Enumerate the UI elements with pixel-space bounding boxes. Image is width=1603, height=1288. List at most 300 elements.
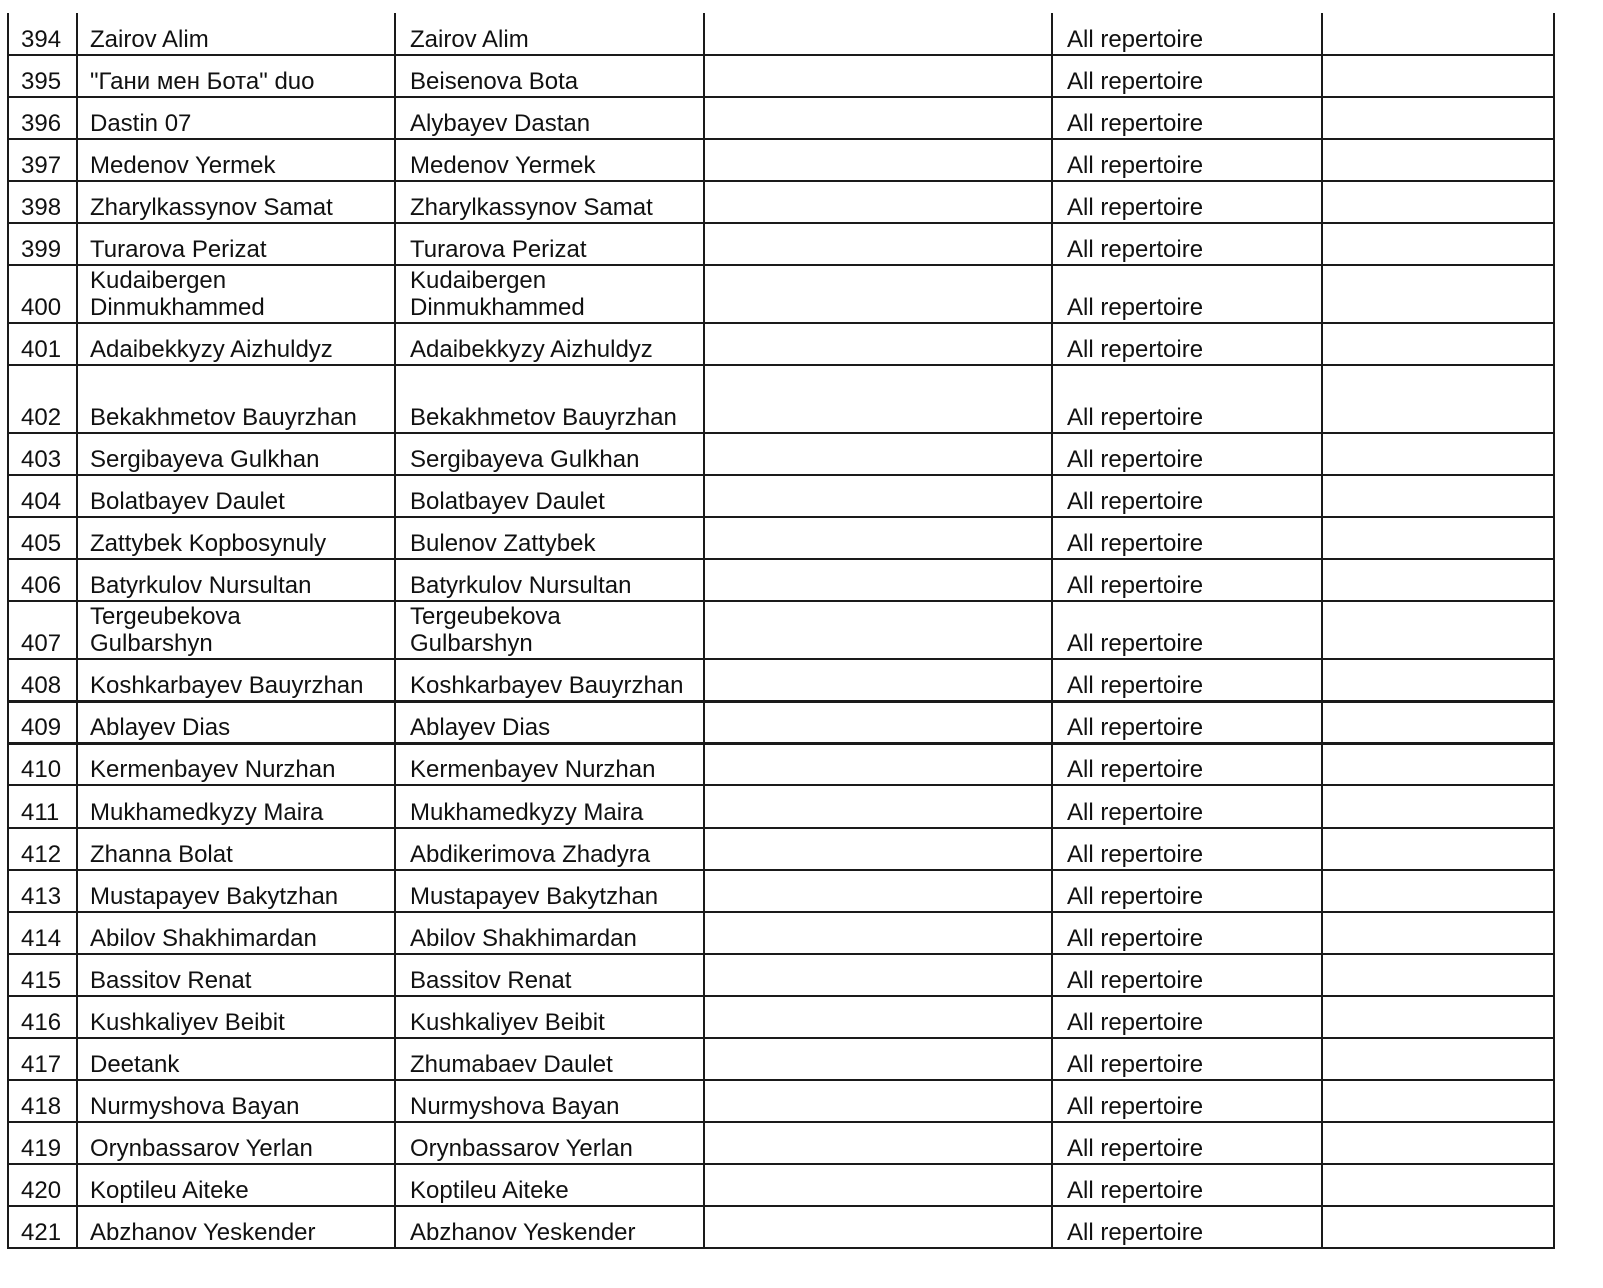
extra-cell-text (1335, 741, 1553, 742)
row-number (8, 785, 77, 828)
repertoire-scope-text: All repertoire (1067, 194, 1204, 221)
notes-cell (704, 785, 1052, 828)
artist-name (77, 323, 395, 365)
row-number-text: 418 (21, 1093, 62, 1120)
extra-cell (1322, 912, 1554, 954)
rights-holder-text: Alybayev Dastan (410, 110, 591, 137)
rights-holder (395, 785, 704, 828)
artist-name-text: Abilov Shakhimardan (90, 925, 317, 952)
table-row (8, 601, 1554, 659)
extra-cell (1322, 55, 1554, 97)
repertoire-scope (1052, 323, 1322, 365)
extra-cell-text (1335, 783, 1553, 784)
table-row (8, 870, 1554, 912)
artist-name (77, 701, 395, 743)
artist-name (77, 870, 395, 912)
row-number (8, 139, 77, 181)
table-row (8, 743, 1554, 785)
repertoire-scope (1052, 265, 1322, 323)
repertoire-scope-text: All repertoire (1067, 1135, 1204, 1162)
repertoire-scope (1052, 659, 1322, 701)
repertoire-scope (1052, 559, 1322, 601)
artist-name-text: Batyrkulov Nursultan (90, 572, 312, 599)
row-number-text: 404 (21, 488, 62, 515)
row-number-text: 411 (21, 799, 60, 826)
row-number-text: 402 (21, 404, 62, 431)
artist-name-text: Koptileu Aiteke (90, 1177, 249, 1204)
notes-cell-text (717, 1120, 1051, 1121)
artist-name-text: Orynbassarov Yerlan (90, 1135, 313, 1162)
extra-cell (1322, 265, 1554, 323)
extra-cell-text (1335, 263, 1553, 264)
row-number (8, 55, 77, 97)
row-number (8, 1164, 77, 1206)
row-number (8, 97, 77, 139)
extra-cell (1322, 13, 1554, 55)
extra-cell (1322, 223, 1554, 265)
rights-holder (395, 181, 704, 223)
rights-holder-text: Zairov Alim (410, 26, 529, 53)
notes-cell-text (717, 137, 1051, 138)
artist-name (77, 475, 395, 517)
notes-cell-text (717, 868, 1051, 869)
notes-cell-text (717, 473, 1051, 474)
repertoire-scope (1052, 996, 1322, 1038)
notes-cell-text (717, 783, 1051, 784)
extra-cell-text (1335, 363, 1553, 364)
row-number (8, 996, 77, 1038)
extra-cell (1322, 1206, 1554, 1248)
row-number-text: 410 (21, 756, 62, 783)
artist-name (77, 433, 395, 475)
extra-cell (1322, 1164, 1554, 1206)
rights-holder (395, 559, 704, 601)
extra-cell-text (1335, 53, 1553, 54)
extra-cell-text (1335, 868, 1553, 869)
repertoire-scope-text: All repertoire (1067, 1177, 1204, 1204)
extra-cell (1322, 954, 1554, 996)
notes-cell (704, 517, 1052, 559)
row-number (8, 323, 77, 365)
repertoire-scope (1052, 1206, 1322, 1248)
extra-cell-text (1335, 321, 1553, 322)
rights-holder (395, 223, 704, 265)
repertoire-scope-text: All repertoire (1067, 572, 1204, 599)
rights-holder (395, 475, 704, 517)
notes-cell (704, 743, 1052, 785)
row-number (8, 13, 77, 55)
artist-name (77, 559, 395, 601)
artist-name-text: Turarova Perizat (90, 236, 267, 263)
table-row (8, 181, 1554, 223)
rights-holder (395, 601, 704, 659)
rights-holder (395, 1164, 704, 1206)
extra-cell (1322, 743, 1554, 785)
notes-cell (704, 223, 1052, 265)
rights-holder (395, 139, 704, 181)
table-row (8, 954, 1554, 996)
notes-cell (704, 97, 1052, 139)
rights-holder-text: Batyrkulov Nursultan (410, 572, 632, 599)
repertoire-scope (1052, 223, 1322, 265)
table-row (8, 1080, 1554, 1122)
table-row (8, 996, 1554, 1038)
extra-cell-text (1335, 473, 1553, 474)
table-row (8, 828, 1554, 870)
rights-holder (395, 97, 704, 139)
repertoire-scope (1052, 97, 1322, 139)
repertoire-scope-text: All repertoire (1067, 967, 1204, 994)
row-number-text: 397 (21, 152, 62, 179)
notes-cell-text (717, 515, 1051, 516)
row-number (8, 828, 77, 870)
rights-holder (395, 55, 704, 97)
artist-name-text: Koshkarbayev Bauyrzhan (90, 671, 364, 699)
notes-cell-text (717, 321, 1051, 322)
row-number-text: 420 (21, 1177, 62, 1204)
row-number (8, 659, 77, 701)
artist-name (77, 601, 395, 659)
artist-name (77, 659, 395, 701)
row-number-text: 407 (21, 630, 62, 657)
extra-cell (1322, 475, 1554, 517)
artist-name-text: Deetank (90, 1051, 180, 1078)
artist-name (77, 517, 395, 559)
artist-name-text: Bassitov Renat (90, 967, 252, 994)
artist-name-text: Adaibekkyzy Aizhuldyz (90, 336, 333, 363)
extra-cell-text (1335, 952, 1553, 953)
row-number-text: 408 (21, 671, 62, 699)
repertoire-scope-text: All repertoire (1067, 925, 1204, 952)
repertoire-scope-text: All repertoire (1067, 152, 1204, 179)
extra-cell-text (1335, 1162, 1553, 1163)
rights-holder-text: Orynbassarov Yerlan (410, 1135, 633, 1162)
table-row (8, 433, 1554, 475)
extra-cell (1322, 433, 1554, 475)
row-number (8, 475, 77, 517)
artist-name (77, 743, 395, 785)
rights-holder-text: Abzhanov Yeskender (410, 1219, 636, 1246)
rights-holder-text: Zharylkassynov Samat (410, 194, 653, 221)
row-number (8, 433, 77, 475)
extra-cell-text (1335, 95, 1553, 96)
notes-cell (704, 659, 1052, 701)
row-number-text: 399 (21, 236, 62, 263)
extra-cell (1322, 870, 1554, 912)
notes-cell (704, 1080, 1052, 1122)
rights-holder-text: Sergibayeva Gulkhan (410, 446, 640, 473)
repertoire-scope-text: All repertoire (1067, 488, 1204, 515)
notes-cell (704, 996, 1052, 1038)
table-row (8, 13, 1554, 55)
rights-holder-text: Kudaibergen Dinmukhammed (410, 267, 585, 321)
row-number-text: 414 (21, 925, 62, 952)
row-number (8, 743, 77, 785)
row-number-text: 398 (21, 194, 62, 221)
notes-cell-text (717, 1162, 1051, 1163)
artist-name (77, 265, 395, 323)
notes-cell (704, 601, 1052, 659)
notes-cell-text (717, 952, 1051, 953)
repertoire-scope-text: All repertoire (1067, 883, 1204, 910)
notes-cell (704, 181, 1052, 223)
repertoire-scope-text: All repertoire (1067, 336, 1204, 363)
extra-cell-text (1335, 1036, 1553, 1037)
notes-cell (704, 323, 1052, 365)
row-number (8, 1122, 77, 1164)
table-row (8, 139, 1554, 181)
row-number-text: 394 (21, 26, 62, 53)
repertoire-scope (1052, 1038, 1322, 1080)
notes-cell (704, 475, 1052, 517)
artist-name-text: Nurmyshova Bayan (90, 1093, 300, 1120)
extra-cell (1322, 365, 1554, 433)
row-number-text: 401 (21, 336, 62, 363)
row-number (8, 601, 77, 659)
row-number-text: 417 (21, 1051, 62, 1078)
rights-holder (395, 828, 704, 870)
repertoire-scope (1052, 701, 1322, 743)
extra-cell (1322, 785, 1554, 828)
table-row (8, 55, 1554, 97)
row-number (8, 223, 77, 265)
notes-cell (704, 954, 1052, 996)
extra-cell (1322, 1038, 1554, 1080)
artist-name-text: Tergeubekova Gulbarshyn (90, 603, 241, 657)
row-number (8, 1206, 77, 1248)
repertoire-scope-text: All repertoire (1067, 671, 1204, 699)
notes-cell-text (717, 599, 1051, 600)
extra-cell (1322, 97, 1554, 139)
repertoire-scope-text: All repertoire (1067, 446, 1204, 473)
table-row (8, 701, 1554, 743)
rights-holder-text: Bassitov Renat (410, 967, 572, 994)
repertoire-scope (1052, 912, 1322, 954)
artist-name-text: Kermenbayev Nurzhan (90, 756, 336, 783)
repertoire-scope (1052, 475, 1322, 517)
repertoire-scope-text: All repertoire (1067, 799, 1204, 826)
repertoire-scope-text: All repertoire (1067, 756, 1204, 783)
notes-cell (704, 365, 1052, 433)
artist-name (77, 1080, 395, 1122)
rights-holder-text: Adaibekkyzy Aizhuldyz (410, 336, 653, 363)
artist-name-text: Zattybek Kopbosynuly (90, 530, 327, 557)
rights-holder (395, 365, 704, 433)
table-row (8, 1122, 1554, 1164)
extra-cell (1322, 828, 1554, 870)
row-number (8, 365, 77, 433)
table-row (8, 1038, 1554, 1080)
notes-cell-text (717, 95, 1051, 96)
notes-cell (704, 828, 1052, 870)
artist-name-text: Zharylkassynov Samat (90, 194, 333, 221)
repertoire-scope (1052, 601, 1322, 659)
extra-cell-text (1335, 1204, 1553, 1205)
notes-cell (704, 1122, 1052, 1164)
rights-holder (395, 1206, 704, 1248)
notes-cell-text (717, 741, 1051, 742)
extra-cell-text (1335, 910, 1553, 911)
notes-cell-text (717, 1036, 1051, 1037)
table-row (8, 1164, 1554, 1206)
artist-name (77, 1164, 395, 1206)
artist-name-text: Kudaibergen Dinmukhammed (90, 267, 265, 321)
rights-holder-text: Mukhamedkyzy Maira (410, 799, 644, 826)
row-number (8, 265, 77, 323)
rights-holder-text: Bulenov Zattybek (410, 530, 596, 557)
artist-name-text: Abzhanov Yeskender (90, 1219, 316, 1246)
row-number-text: 406 (21, 572, 62, 599)
row-number-text: 413 (21, 883, 62, 910)
row-number (8, 181, 77, 223)
repertoire-scope-text: All repertoire (1067, 530, 1204, 557)
notes-cell (704, 912, 1052, 954)
artist-name (77, 97, 395, 139)
extra-cell-text (1335, 431, 1553, 432)
repertoire-scope (1052, 13, 1322, 55)
artist-name-text: "Гани мен Бота" duo (90, 68, 315, 95)
extra-cell-text (1335, 1246, 1553, 1247)
artist-name-text: Bekakhmetov Bauyrzhan (90, 404, 357, 431)
repertoire-scope (1052, 365, 1322, 433)
notes-cell-text (717, 910, 1051, 911)
notes-cell-text (717, 53, 1051, 54)
rights-holder-text: Tergeubekova Gulbarshyn (410, 603, 561, 657)
repertoire-scope-text: All repertoire (1067, 68, 1204, 95)
repertoire-scope (1052, 433, 1322, 475)
notes-cell-text (717, 179, 1051, 180)
artist-name (77, 912, 395, 954)
artist-name-text: Bolatbayev Daulet (90, 488, 285, 515)
rights-holder (395, 1080, 704, 1122)
row-number (8, 517, 77, 559)
table-row (8, 659, 1554, 701)
repertoire-scope-text: All repertoire (1067, 1093, 1204, 1120)
rights-holder (395, 1038, 704, 1080)
table-body (8, 13, 1554, 1248)
extra-cell (1322, 659, 1554, 701)
repertoire-scope (1052, 1080, 1322, 1122)
notes-cell-text (717, 1078, 1051, 1079)
artist-name-text: Mustapayev Bakytzhan (90, 883, 339, 910)
rights-holder-text: Beisenova Bota (410, 68, 579, 95)
repertoire-scope (1052, 828, 1322, 870)
repertoire-scope (1052, 181, 1322, 223)
row-number-text: 409 (21, 713, 62, 741)
repertoire-scope (1052, 785, 1322, 828)
repertoire-scope (1052, 954, 1322, 996)
notes-cell (704, 139, 1052, 181)
repertoire-scope (1052, 1164, 1322, 1206)
rights-holder-text: Ablayev Dias (410, 713, 551, 741)
notes-cell-text (717, 1204, 1051, 1205)
notes-cell (704, 1038, 1052, 1080)
artist-name (77, 1038, 395, 1080)
artist-name (77, 996, 395, 1038)
extra-cell (1322, 517, 1554, 559)
rights-holder (395, 265, 704, 323)
notes-cell-text (717, 221, 1051, 222)
rights-holder (395, 433, 704, 475)
rights-holder (395, 912, 704, 954)
table-row (8, 559, 1554, 601)
rights-holder-text: Abdikerimova Zhadyra (410, 841, 651, 868)
artist-name (77, 365, 395, 433)
row-number-text: 419 (21, 1135, 62, 1162)
row-number (8, 1038, 77, 1080)
extra-cell-text (1335, 1078, 1553, 1079)
table-row (8, 1206, 1554, 1248)
notes-cell-text (717, 699, 1051, 700)
rights-holder-text: Koshkarbayev Bauyrzhan (410, 671, 684, 699)
notes-cell (704, 559, 1052, 601)
row-number (8, 701, 77, 743)
rights-holder (395, 13, 704, 55)
rights-holder (395, 1122, 704, 1164)
notes-cell (704, 265, 1052, 323)
repertoire-scope-text: All repertoire (1067, 404, 1204, 431)
notes-cell-text (717, 1246, 1051, 1247)
repertoire-scope-text: All repertoire (1067, 26, 1204, 53)
extra-cell-text (1335, 994, 1553, 995)
rights-holder (395, 323, 704, 365)
rights-holder-text: Zhumabaev Daulet (410, 1051, 613, 1078)
artist-name-text: Medenov Yermek (90, 152, 276, 179)
row-number-text: 405 (21, 530, 62, 557)
notes-cell-text (717, 263, 1051, 264)
notes-cell (704, 870, 1052, 912)
table-row (8, 475, 1554, 517)
extra-cell (1322, 139, 1554, 181)
artist-name-text: Ablayev Dias (90, 713, 231, 741)
rights-holder (395, 870, 704, 912)
rights-holder-text: Bekakhmetov Bauyrzhan (410, 404, 677, 431)
repertoire-scope-text: All repertoire (1067, 713, 1204, 741)
extra-cell-text (1335, 557, 1553, 558)
extra-cell (1322, 181, 1554, 223)
rights-holder (395, 701, 704, 743)
rights-holder (395, 659, 704, 701)
extra-cell (1322, 701, 1554, 743)
artist-name (77, 828, 395, 870)
repertoire-scope-text: All repertoire (1067, 1219, 1204, 1246)
repertoire-scope-text: All repertoire (1067, 841, 1204, 868)
repertoire-scope (1052, 55, 1322, 97)
table-row (8, 785, 1554, 828)
extra-cell-text (1335, 826, 1553, 827)
table-row (8, 517, 1554, 559)
rights-holder-text: Medenov Yermek (410, 152, 596, 179)
row-number-text: 403 (21, 446, 62, 473)
artist-name-text: Mukhamedkyzy Maira (90, 799, 324, 826)
notes-cell (704, 433, 1052, 475)
row-number (8, 870, 77, 912)
notes-cell-text (717, 431, 1051, 432)
extra-cell (1322, 601, 1554, 659)
repertoire-scope-text: All repertoire (1067, 294, 1204, 321)
artist-name (77, 181, 395, 223)
repertoire-scope (1052, 517, 1322, 559)
artist-name-text: Kushkaliyev Beibit (90, 1009, 285, 1036)
notes-cell-text (717, 657, 1051, 658)
repertoire-scope-text: All repertoire (1067, 236, 1204, 263)
repertoire-scope (1052, 1122, 1322, 1164)
notes-cell-text (717, 994, 1051, 995)
table-row (8, 265, 1554, 323)
repertoire-scope-text: All repertoire (1067, 110, 1204, 137)
artist-name (77, 223, 395, 265)
row-number-text: 400 (21, 294, 62, 321)
